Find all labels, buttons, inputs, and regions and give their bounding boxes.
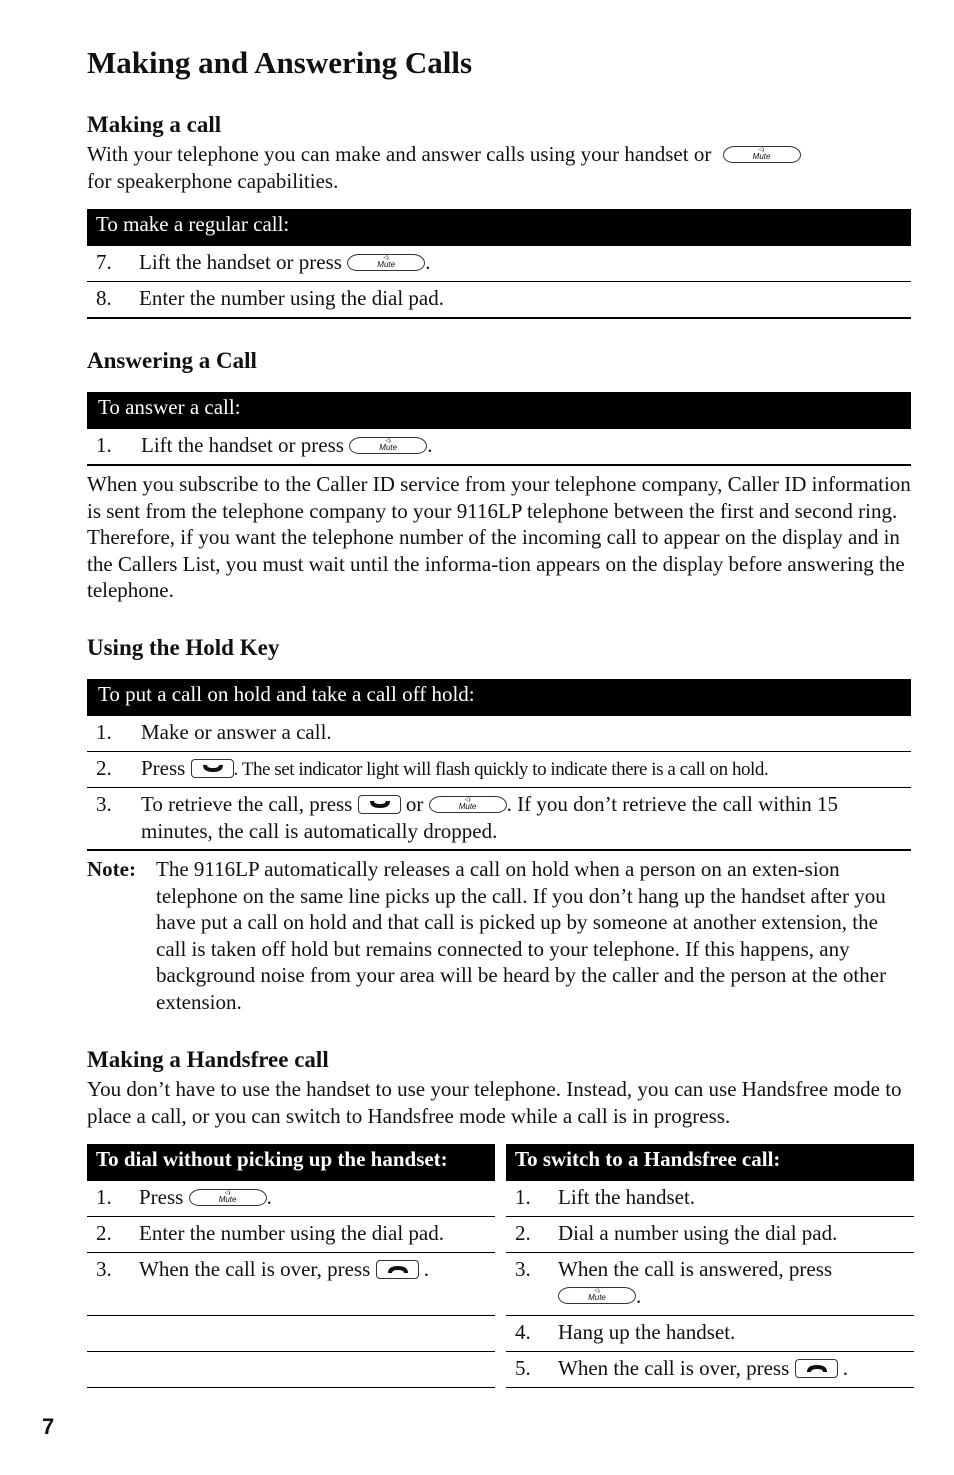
handsfree-switch-step: 4. Hang up the handset. <box>506 1316 914 1352</box>
make-call-table-title: To make a regular call: <box>87 209 911 246</box>
mute-key-icon: ◁ᵢ Mute <box>429 796 507 813</box>
mute-key-icon: ◁ᵢ Mute <box>558 1287 636 1304</box>
release-key-icon <box>795 1359 838 1378</box>
handsfree-dial-step: 1. Press ◁ᵢ Mute . <box>87 1181 495 1217</box>
making-intro-line1: With your telephone you can make and answer calls using your handset or <box>87 142 712 166</box>
page-number: 7 <box>42 1414 55 1439</box>
making-intro-line2: for speakerphone capabilities. <box>87 168 339 193</box>
answering-call-heading: Answering a Call <box>87 348 257 373</box>
hold-key-icon <box>358 795 401 814</box>
answer-call-table-title: To answer a call: <box>87 392 911 429</box>
empty-row <box>87 1352 495 1388</box>
hold-key-heading: Using the Hold Key <box>87 635 280 660</box>
handsfree-dial-table <box>87 1144 495 1388</box>
mute-key-icon: ◁ᵢ Mute <box>347 254 425 271</box>
make-call-step: 7. Lift the handset or press ◁ᵢ Mute . <box>87 246 911 282</box>
handsfree-switch-table <box>506 1144 914 1388</box>
note-text: The 9116LP automatically releases a call on hold when a person on an exten-sion telephone on the same line picks up the call. If you don’t hang up the handset after you have put a call on hold and that call is picked up by someone at another extension, the call is taken off hold but remains connected to your telephone. If this happens, any background noise from your area will be heard by the caller and the person at the other extension. <box>156 857 887 1014</box>
hold-step: 1. Make or answer a call. <box>87 716 911 752</box>
making-call-heading: Making a call <box>87 112 222 137</box>
handsfree-switch-step: 1. Lift the handset. <box>506 1181 914 1217</box>
answer-call-table <box>87 392 911 466</box>
hold-key-icon <box>191 759 234 778</box>
handsfree-dial-step: 3. When the call is over, press . <box>87 1253 495 1316</box>
release-key-icon <box>376 1260 419 1279</box>
handsfree-switch-step: 3. When the call is answered, press ◁ᵢ Mute . <box>506 1253 914 1316</box>
page-title: Making and Answering Calls <box>87 45 473 80</box>
making-call-intro <box>87 141 911 194</box>
hold-table <box>87 679 911 851</box>
mute-key-icon: ◁ᵢ Mute <box>723 146 801 163</box>
handsfree-intro: You don’t have to use the handset to use your telephone. Instead, you can use Handsfree mode to place a call, or you can switch to Handsfree mode while a call is in progress. <box>87 1077 902 1128</box>
note-label: Note: <box>87 857 136 881</box>
handsfree-heading: Making a Handsfree call <box>87 1047 329 1072</box>
handsfree-dial-step: 2. Enter the number using the dial pad. <box>87 1217 495 1253</box>
mute-key-icon: ◁ᵢ Mute <box>349 437 427 454</box>
handsfree-switch-table-title: To switch to a Handsfree call: <box>506 1144 914 1181</box>
handsfree-dial-table-title: To dial without picking up the handset: <box>87 1144 495 1181</box>
answer-call-step: 1. Lift the handset or press ◁ᵢ Mute . <box>87 429 911 466</box>
handsfree-switch-step: 5. When the call is over, press . <box>506 1352 914 1388</box>
handsfree-switch-step: 2. Dial a number using the dial pad. <box>506 1217 914 1253</box>
mute-key-icon: ◁ᵢ Mute <box>189 1189 267 1206</box>
hold-step: 3. To retrieve the call, press or ◁ᵢ Mute . If you don’t retrieve the call within 15 minutes, the call is automatically dropped. <box>87 788 911 851</box>
make-call-step: 8. Enter the number using the dial pad. <box>87 282 911 319</box>
make-call-table <box>87 209 911 319</box>
caller-id-paragraph: When you subscribe to the Caller ID service from your telephone company, Caller ID information is sent from the telephone company to your 9116LP telephone between the first and second ring. Therefore, if you want the telephone number of the incoming call to appear on the display and in the Callers List, you must wait until the informa-tion appears on the display before answering the telephone. <box>87 472 911 602</box>
hold-table-title: To put a call on hold and take a call off hold: <box>87 679 911 716</box>
empty-row <box>87 1316 495 1352</box>
hold-step: 2. Press . The set indicator light will flash quickly to indicate there is a call on hold. <box>87 752 911 788</box>
